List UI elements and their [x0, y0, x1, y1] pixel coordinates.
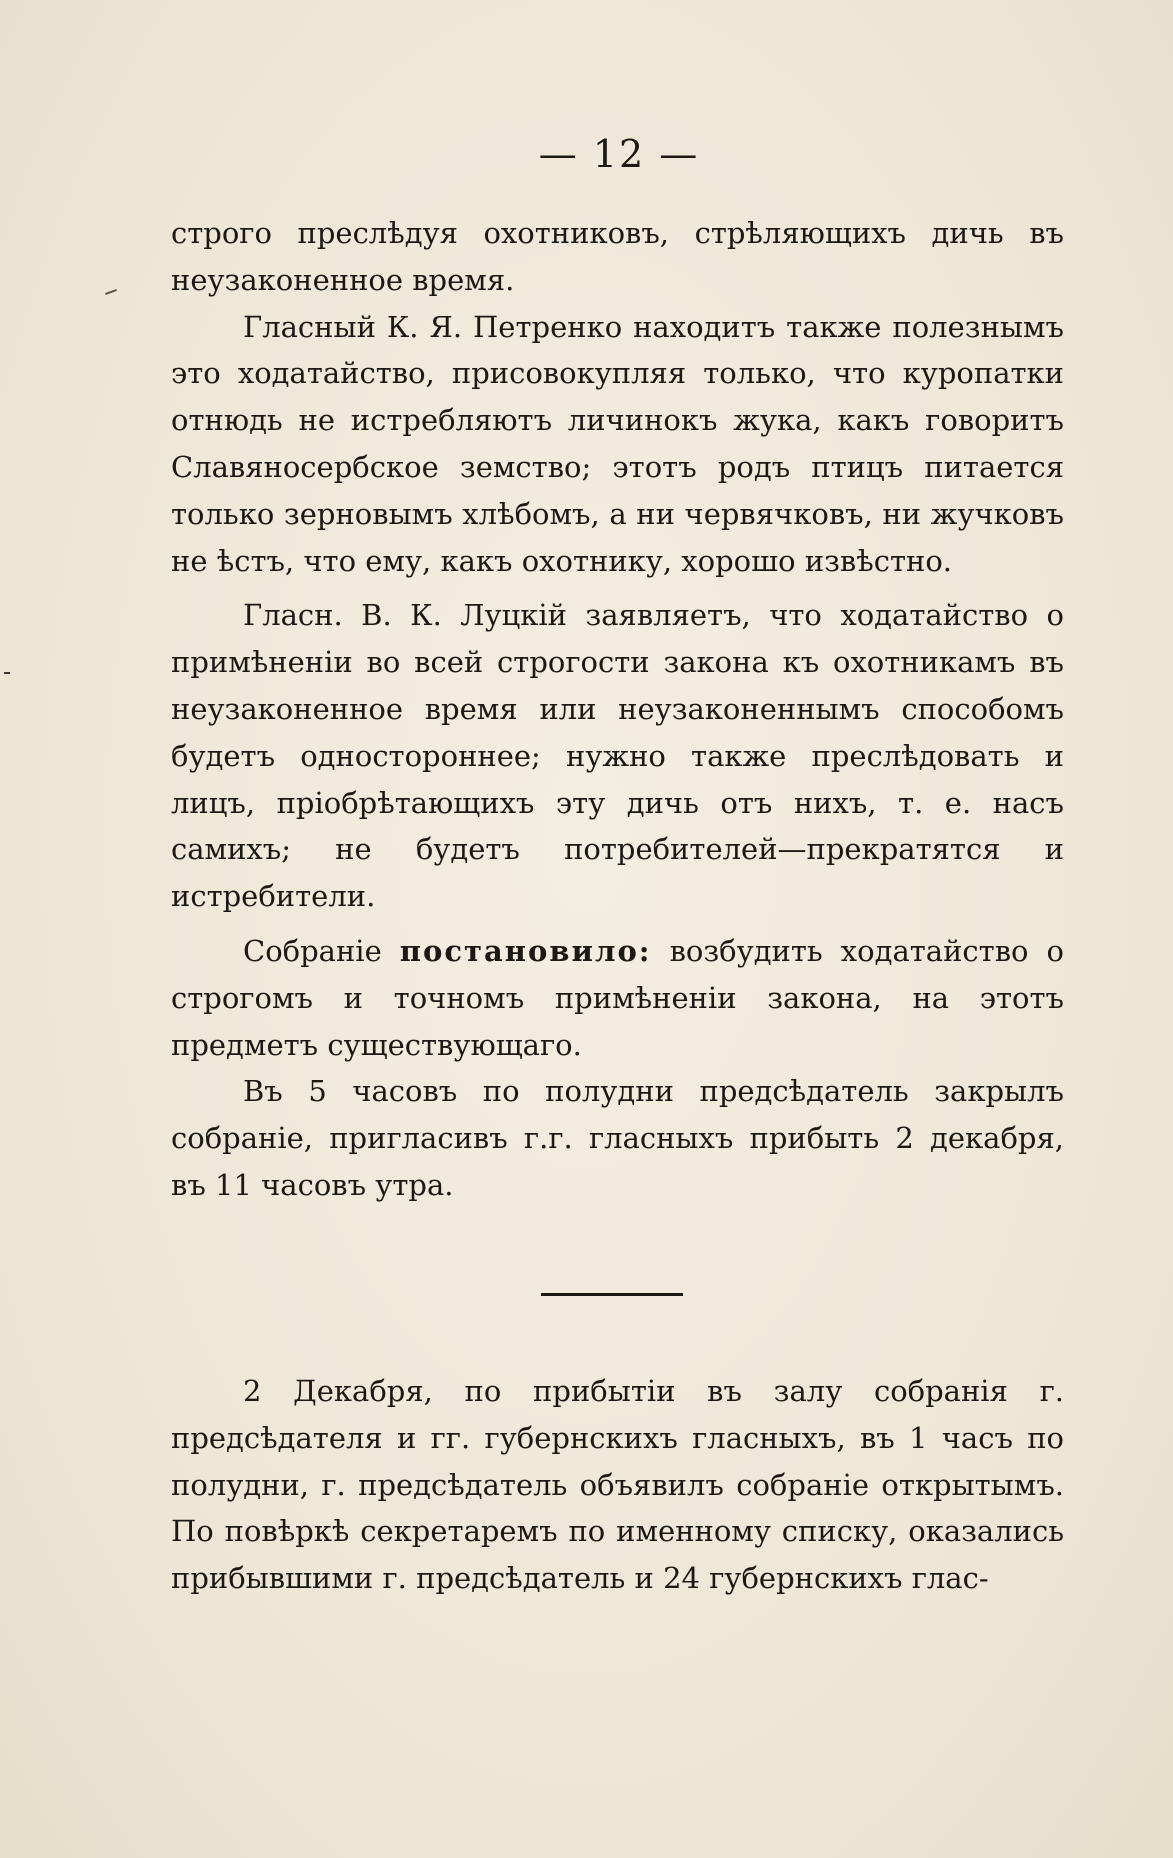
- paragraph-continuation: строго преслѣдуя охотниковъ, стрѣляющихъ дичь въ неузаконенное время.: [171, 216, 1064, 297]
- margin-mark: [105, 289, 117, 295]
- paragraph-petrenko: Гласный К. Я. Петренко находитъ также полезнымъ это ходатайство, присовокупляя только, что куропатки отнюдь не истребляютъ личинокъ жука, какъ говоритъ Славяносербское земство; этотъ родъ птицъ питается только зерновымъ хлѣбомъ, а ни червячковъ, ни жучковъ не ѣстъ, что ему, какъ охотнику, хорошо извѣстно.: [171, 309, 1064, 578]
- resolution-text: возбудить ходатайство о строгомъ и точномъ примѣненіи закона, на этотъ предметъ существующаго.: [171, 933, 1064, 1062]
- page-number: — 12 —: [538, 132, 700, 176]
- section-december-2: [171, 1368, 1064, 1602]
- paragraph-resolution: [171, 928, 1064, 1068]
- main-text: [171, 210, 1064, 1209]
- paragraph-adjournment: Въ 5 часовъ по полудни предсѣдатель закрылъ собраніе, пригласивъ г.г. гласныхъ прибыть 2 декабря, въ 11 часовъ утра.: [171, 1074, 1064, 1202]
- paragraph-lutsky: Гласн. В. К. Луцкій заявляетъ, что ходатайство о примѣненіи во всей строгости закона къ охотникамъ въ неузаконенное время или неузаконеннымъ способомъ будетъ одностороннее; нужно также преслѣдовать и лицъ, пріобрѣтающихъ эту дичь отъ нихъ, т. е. насъ самихъ; не будетъ потребителей—прекратятся и истребители.: [171, 598, 1064, 914]
- resolution-subject: Собраніе: [243, 933, 382, 968]
- section-divider: [541, 1293, 683, 1296]
- resolution-keyword: постановило:: [399, 933, 652, 968]
- margin-dot: [4, 672, 10, 674]
- paragraph-december-2: 2 Декабря, по прибытіи въ залу собранія г. предсѣдателя и гг. губернскихъ гласныхъ, въ 1 часъ по полудни, г. предсѣдатель объявилъ собраніе открытымъ. По повѣркѣ секретаремъ по именному списку, оказались прибывшими г. предсѣдатель и 24 губернскихъ глас-: [171, 1374, 1064, 1596]
